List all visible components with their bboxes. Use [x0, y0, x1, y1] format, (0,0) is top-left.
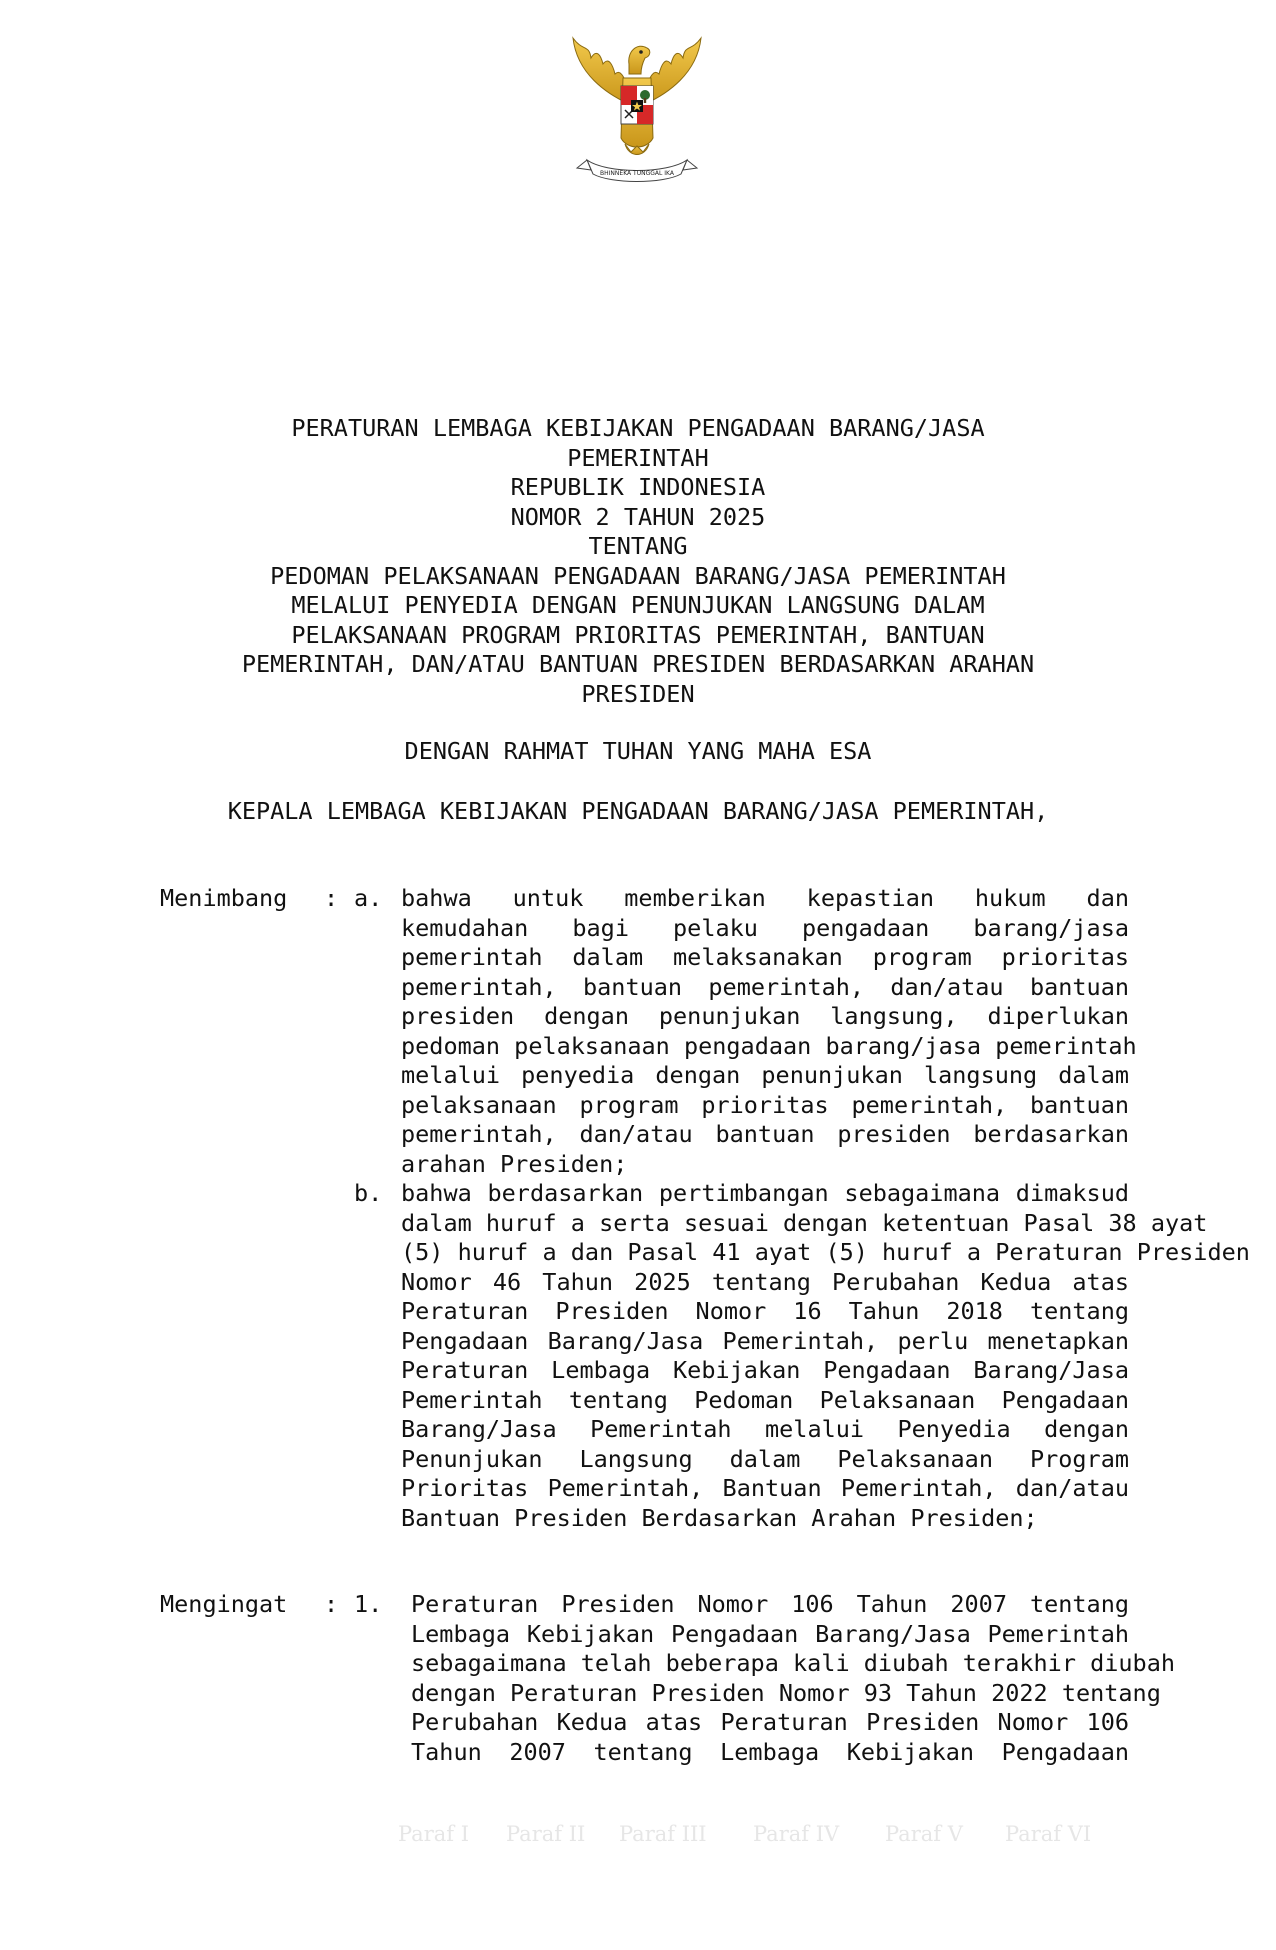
mengingat-item-marker: 1.: [354, 1590, 383, 1618]
title-line: PEMERINTAH, DAN/ATAU BANTUAN PRESIDEN BERDASARKAN ARAHAN: [241, 650, 1035, 678]
text-line: Peraturan Lembaga Kebijakan Pengadaan Barang/Jasa: [401, 1356, 1129, 1384]
regulation-title: [150, 414, 1126, 709]
paraf-label: Paraf II: [506, 1822, 586, 1846]
text-line: Bantuan Presiden Berdasarkan Arahan Presiden;: [401, 1503, 1038, 1532]
text-line: dalam huruf a serta sesuai dengan ketentuan Pasal 38 ayat: [401, 1208, 1208, 1237]
paraf-label: Paraf IV: [753, 1822, 840, 1846]
text-line: Peraturan Presiden Nomor 16 Tahun 2018 tentang: [401, 1297, 1129, 1325]
menimbang-label: Menimbang: [160, 884, 288, 912]
paraf-label: Paraf III: [619, 1822, 707, 1846]
text-line: pelaksanaan program prioritas pemerintah, bantuan: [401, 1090, 1129, 1119]
menimbang-colon: :: [324, 884, 339, 912]
title-line: REPUBLIK INDONESIA: [510, 473, 766, 501]
text-line: Pengadaan Barang/Jasa Pemerintah, perlu menetapkan: [401, 1326, 1129, 1355]
title-line: PERATURAN LEMBAGA KEBIJAKAN PENGADAAN BARANG/JASA: [291, 414, 985, 442]
paraf-row: [398, 1822, 1118, 1852]
text-line: bahwa untuk memberikan kepastian hukum dan: [401, 884, 1129, 912]
text-line: bahwa berdasarkan pertimbangan sebagaimana dimaksud: [401, 1179, 1129, 1207]
text-line: sebagaimana telah beberapa kali diubah terakhir diubah: [411, 1649, 1176, 1677]
paraf-label: Paraf V: [885, 1822, 963, 1846]
title-line: PEDOMAN PELAKSANAAN PENGADAAN BARANG/JASA PEMERINTAH: [270, 561, 1006, 590]
menimbang-item-marker: a.: [354, 884, 383, 912]
title-line: PEMERINTAH: [567, 443, 709, 472]
text-line: Pemerintah tentang Pedoman Pelaksanaan Pengadaan: [401, 1385, 1129, 1414]
text-line: Prioritas Pemerintah, Bantuan Pemerintah, dan/atau: [401, 1474, 1129, 1502]
text-line: Lembaga Kebijakan Pengadaan Barang/Jasa Pemerintah: [411, 1619, 1129, 1648]
text-line: arahan Presiden;: [401, 1149, 628, 1178]
text-line: Penunjukan Langsung dalam Pelaksanaan Program: [401, 1444, 1129, 1473]
invocation: DENGAN RAHMAT TUHAN YANG MAHA ESA: [404, 737, 872, 765]
menimbang-item-b: [401, 1179, 1250, 1533]
text-line: (5) huruf a dan Pasal 41 ayat (5) huruf a Peraturan Presiden: [401, 1238, 1250, 1266]
menimbang-item-marker: b.: [354, 1179, 383, 1207]
text-line: dengan Peraturan Presiden Nomor 93 Tahun 2022 tentang: [411, 1678, 1161, 1707]
text-line: pemerintah, bantuan pemerintah, dan/atau bantuan: [401, 972, 1129, 1001]
title-line: NOMOR 2 TAHUN 2025: [510, 502, 766, 531]
text-line: Barang/Jasa Pemerintah melalui Penyedia dengan: [401, 1415, 1129, 1443]
title-line: MELALUI PENYEDIA DENGAN PENUNJUKAN LANGSUNG DALAM: [291, 591, 985, 619]
text-line: Tahun 2007 tentang Lembaga Kebijakan Pengadaan: [411, 1737, 1129, 1766]
title-line: PELAKSANAAN PROGRAM PRIORITAS PEMERINTAH, BANTUAN: [291, 620, 985, 649]
text-line: pemerintah dalam melaksanakan program prioritas: [401, 943, 1129, 971]
mengingat-label: Mengingat: [160, 1590, 288, 1618]
text-line: kemudahan bagi pelaku pengadaan barang/jasa: [401, 913, 1129, 942]
text-line: Peraturan Presiden Nomor 106 Tahun 2007 tentang: [411, 1590, 1129, 1618]
text-line: pemerintah, dan/atau bantuan presiden berdasarkan: [401, 1120, 1129, 1148]
menimbang-item-a: [401, 884, 1137, 1179]
text-line: melalui penyedia dengan penunjukan langsung dalam: [401, 1061, 1129, 1089]
title-line: TENTANG: [588, 532, 688, 560]
text-line: Perubahan Kedua atas Peraturan Presiden Nomor 106: [411, 1708, 1129, 1736]
garuda-emblem-icon: [567, 34, 707, 194]
text-line: presiden dengan penunjukan langsung, diperlukan: [401, 1002, 1129, 1030]
mengingat-item-1: [411, 1590, 1176, 1767]
title-line: PRESIDEN: [581, 679, 695, 708]
text-line: pedoman pelaksanaan pengadaan barang/jasa pemerintah: [401, 1031, 1137, 1060]
emblem-motto: BHINNEKA TUNGGAL IKA: [600, 170, 674, 177]
paraf-label: Paraf VI: [1005, 1822, 1092, 1846]
text-line: Nomor 46 Tahun 2025 tentang Perubahan Kedua atas: [401, 1267, 1129, 1296]
mengingat-colon: :: [324, 1590, 339, 1618]
paraf-label: Paraf I: [398, 1822, 470, 1846]
head-of-agency: KEPALA LEMBAGA KEBIJAKAN PENGADAAN BARANG/JASA PEMERINTAH,: [227, 797, 1049, 825]
